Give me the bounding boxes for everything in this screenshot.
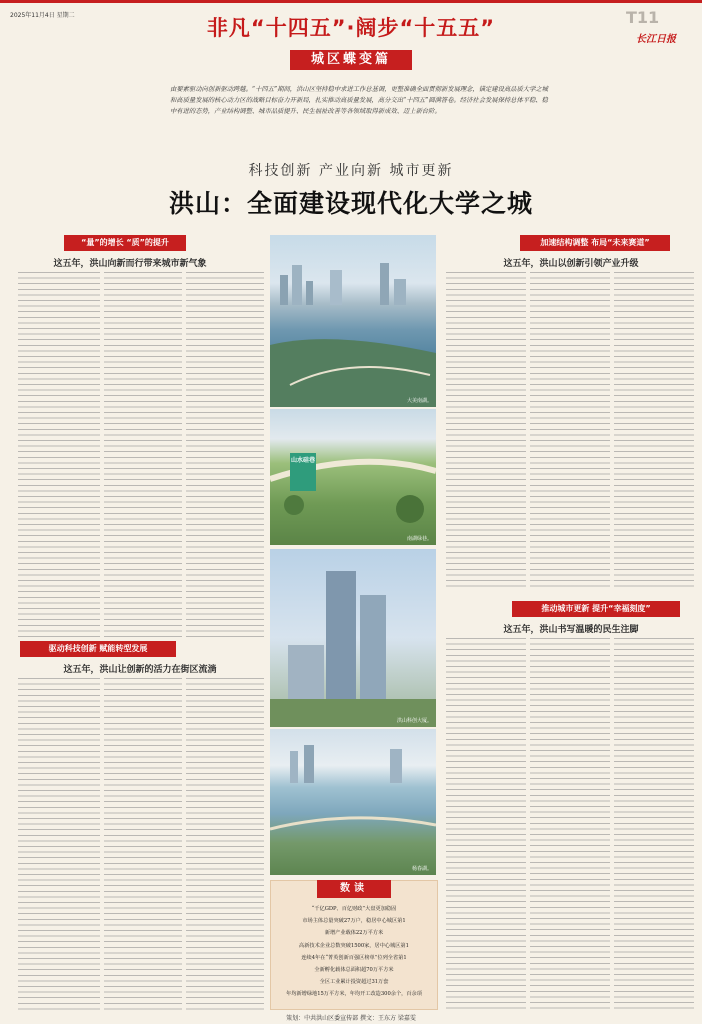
stats-box (270, 880, 438, 1010)
lake-illustration (270, 729, 436, 875)
stats-line: “千亿GDP、百亿财政”大盘更加稳固 (311, 906, 397, 912)
page-number: T11 (626, 8, 660, 27)
section-tag-4: 推动城市更新 提升“幸福刻度” (512, 601, 680, 617)
series-subtitle: 城区蝶变篇 (290, 50, 412, 70)
section-tag-1: “量”的增长 “质”的提升 (64, 235, 186, 251)
paper-name: 长江日报 (636, 34, 676, 45)
stats-line: 连续4年在“菁英创新百强区榜单”位列全省第1 (301, 955, 407, 961)
stats-line: 高新技术企业总数突破1500家，居中心城区第1 (299, 943, 409, 949)
park-sign (290, 453, 316, 491)
intro-paragraph: 由要素驱动向创新驱动跨越。“十四五”期间，洪山区坚持稳中求进工作总基调，更整准确全面贯彻新发展理念，锚定建设高品质大学之城和高质量发展的核心动力区的战略目标奋力开新局，扎实推动高质量发展，高分交出“十四五”圆满答卷。经济社会发展保持总体平稳、稳中有进的态势，产业结构调整、城市品质提升、民生福祉改善等各领域取得新成效、迈上新台阶。 (170, 86, 548, 115)
body-text-col (614, 638, 694, 1010)
body-text-col (530, 272, 610, 590)
photo-caption: 南湖绿巷。 (406, 536, 432, 542)
stats-line: 市场主体总量突破27万户，稳居中心城区第1 (302, 918, 406, 924)
body-text-col (614, 272, 694, 590)
photo-caption: 大美南湖。 (406, 398, 432, 404)
skyline-illustration (270, 235, 436, 407)
body-text-col (186, 678, 264, 1010)
photo-lake-greenway (270, 409, 436, 545)
stats-line: 新增产业载体22万平方米 (324, 930, 384, 936)
section-sub-1: 这五年，洪山向新而行带来城市新气象 (53, 259, 207, 269)
body-text-col (530, 638, 610, 1010)
body-text-col (446, 272, 526, 590)
stats-line: 全区工业累计投资超过31万套 (319, 979, 389, 985)
tower-illustration (270, 549, 436, 727)
body-text-col (104, 678, 182, 1010)
section-sub-4: 这五年，洪山书写温暖的民生注脚 (503, 625, 639, 635)
photo-south-lake (270, 235, 436, 407)
stats-line: 年均新增绿地15万平方米，年均开工改造300余个，百余项 (286, 991, 422, 997)
photo-caption: 杨春湖。 (411, 866, 432, 872)
body-text-col (104, 272, 182, 637)
section-sub-3: 这五年，洪山让创新的活力在街区流淌 (63, 665, 217, 675)
footer-credit: 策划：中共洪山区委宣传部 撰文：王东方 梁嘉雯 (286, 1015, 416, 1022)
headline-kicker: 科技创新 产业向新 城市更新 (248, 163, 454, 179)
section-sub-2: 这五年，洪山以创新引领产业升级 (503, 259, 639, 269)
photo-caption: 洪山科创大厦。 (396, 718, 432, 724)
body-text-col (186, 272, 264, 637)
headline-title: 洪山：全面建设现代化大学之城 (168, 189, 533, 218)
photo-yangchun-lake (270, 729, 436, 875)
photo-science-tower (270, 549, 436, 727)
top-stripe (0, 0, 702, 3)
stats-line: 全新孵化载体总面积超70万平方米 (314, 967, 394, 973)
section-tag-2: 加速结构调整 布局“未来赛道” (520, 235, 670, 251)
section-tag-3: 驱动科技创新 赋能转型发展 (20, 641, 176, 657)
body-text-col (18, 678, 100, 1010)
stats-title: 数读 (317, 880, 391, 898)
body-text-col (446, 638, 526, 1010)
body-text-col (18, 272, 100, 637)
series-title: 非凡“十四五”·阔步“十五五” (206, 16, 496, 40)
issue-date: 2025年11月4日 星期二 (10, 12, 75, 19)
park-sign-text: 山水硅巷 (290, 457, 315, 464)
